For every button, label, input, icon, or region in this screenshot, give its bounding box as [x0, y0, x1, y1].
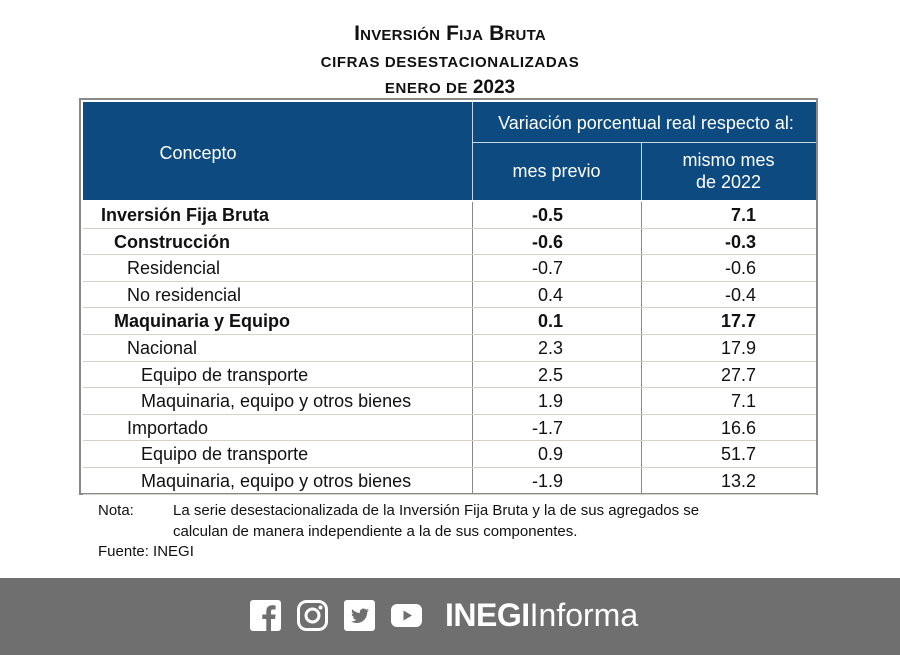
row-value-prev [472, 388, 641, 414]
value-text: 27.7 [720, 364, 756, 385]
row-label: Nacional [127, 338, 198, 358]
row-value-year [641, 441, 816, 467]
value-text: -1.7 [531, 417, 563, 438]
page-period [0, 77, 900, 99]
row-label: Construcción [114, 231, 231, 252]
row-value-prev [472, 335, 641, 361]
row-value-year [641, 388, 816, 414]
header-col-prev: mes previo [512, 161, 601, 181]
header-col-year [641, 149, 816, 193]
table-row [83, 362, 816, 389]
row-value-year [641, 308, 816, 334]
row-value-prev [472, 415, 641, 441]
youtube-icon[interactable] [391, 600, 422, 631]
value-text: 7.1 [730, 205, 756, 225]
header-concept: Concepto [159, 143, 237, 163]
row-label: Equipo de transporte [141, 444, 309, 465]
twitter-icon[interactable] [344, 600, 375, 631]
value-text: 2.5 [537, 364, 563, 385]
row-label: Maquinaria, equipo y otros bienes [141, 471, 412, 491]
value-text: 0.1 [537, 311, 563, 332]
brand-bold: INEGI [445, 597, 530, 633]
row-label: Residencial [127, 258, 221, 279]
row-value-year [641, 282, 816, 308]
row-label: Inversión Fija Bruta [101, 205, 270, 225]
row-value-year [641, 362, 816, 388]
page-title [0, 22, 900, 46]
table-row [83, 468, 816, 495]
inegi-informa-logo [445, 595, 638, 635]
period-prefix: ENERO DE [384, 80, 473, 97]
row-value-year [641, 255, 816, 281]
title-text: Inversión Fija Bruta [354, 22, 546, 45]
table-row [83, 335, 816, 362]
table-row [83, 441, 816, 468]
value-text: 2.3 [537, 338, 563, 358]
row-value-prev [472, 255, 641, 281]
row-value-year [641, 468, 816, 494]
row-label: Importado [127, 417, 209, 438]
value-text: 7.1 [730, 391, 756, 412]
value-text: -1.9 [531, 471, 563, 491]
table-row [83, 229, 816, 256]
row-value-prev [472, 441, 641, 467]
value-text: 17.7 [720, 311, 756, 332]
row-value-year [641, 415, 816, 441]
header-col-year-line2: de 2022 [695, 172, 762, 192]
footer-bar [0, 578, 900, 655]
row-value-prev [472, 362, 641, 388]
value-text: 0.9 [537, 444, 563, 465]
instagram-icon[interactable] [297, 600, 328, 631]
source-text: Fuente: INEGI [98, 543, 194, 560]
facebook-icon[interactable] [250, 600, 281, 631]
table-row [83, 255, 816, 282]
value-text: -0.5 [531, 205, 563, 225]
row-value-prev [472, 202, 641, 228]
value-text: -0.4 [724, 284, 756, 305]
row-label: Maquinaria y Equipo [114, 311, 291, 332]
table-header [83, 102, 816, 200]
data-table [79, 98, 818, 495]
row-value-year [641, 202, 816, 228]
row-label: Maquinaria, equipo y otros bienes [141, 391, 412, 412]
row-value-prev [472, 229, 641, 255]
row-label: Equipo de transporte [141, 364, 309, 385]
header-group: Variación porcentual real respecto al: [498, 113, 794, 133]
value-text: 13.2 [720, 471, 756, 491]
header-divider-horizontal [472, 142, 816, 143]
table-row [83, 388, 816, 415]
value-text: -0.6 [724, 258, 756, 279]
table-row [83, 415, 816, 442]
header-col-year-line1: mismo mes [682, 150, 775, 170]
value-text: 0.4 [537, 284, 563, 305]
value-text: -0.3 [724, 231, 756, 252]
period-year: 2023 [472, 77, 516, 98]
note-line2: calculan de manera independiente a la de sus componentes. [173, 523, 578, 540]
note-text [173, 500, 823, 542]
page-subtitle: CIFRAS DESESTACIONALIZADAS [320, 54, 580, 71]
row-value-prev [472, 468, 641, 494]
row-label: No residencial [127, 284, 242, 305]
table-row [83, 308, 816, 335]
value-text: 16.6 [720, 417, 756, 438]
header-divider-vertical [472, 102, 473, 200]
value-text: 51.7 [720, 444, 756, 465]
table-row [83, 282, 816, 309]
value-text: 1.9 [537, 391, 563, 412]
note-line1: La serie desestacionalizada de la Inversión Fija Bruta y la de sus agregados se [173, 502, 700, 519]
note-label: Nota: [98, 502, 134, 519]
row-value-year [641, 229, 816, 255]
value-text: -0.6 [531, 231, 563, 252]
value-text: -0.7 [531, 258, 563, 279]
row-value-prev [472, 282, 641, 308]
table-row [83, 202, 816, 229]
row-value-year [641, 335, 816, 361]
value-text: 17.9 [720, 338, 756, 358]
row-value-prev [472, 308, 641, 334]
brand-regular: Informa [529, 597, 639, 633]
